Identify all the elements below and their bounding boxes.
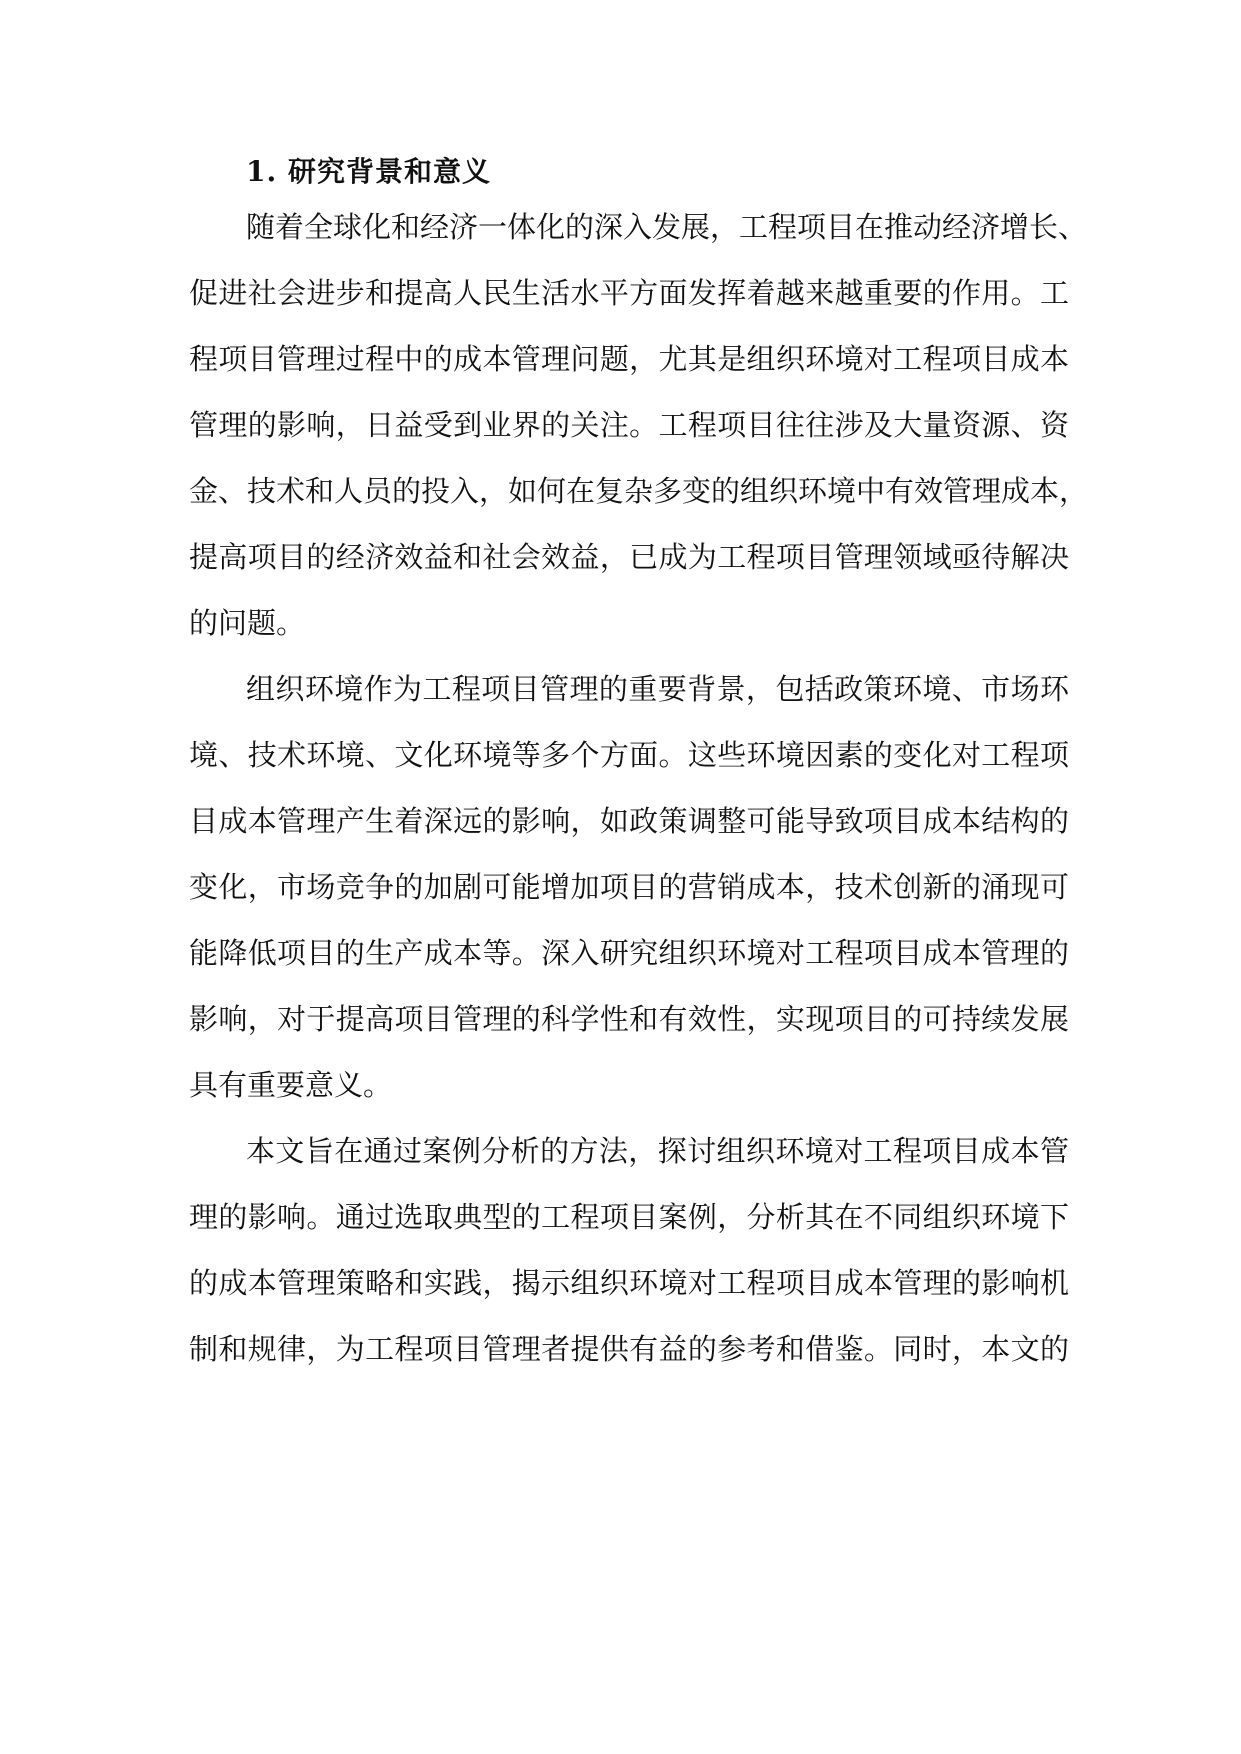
paragraph-2-line-7: 具有重要意义。 bbox=[189, 1068, 393, 1102]
paragraph-3-line-3: 的成本管理策略和实践，揭示组织环境对工程项目成本管理的影响机 bbox=[189, 1266, 1069, 1300]
paragraph-2-line-2: 境、技术环境、文化环境等多个方面。这些环境因素的变化对工程项 bbox=[189, 738, 1069, 772]
paragraph-2-line-3: 目成本管理产生着深远的影响，如政策调整可能导致项目成本结构的 bbox=[189, 804, 1069, 838]
paragraph-1-line-1: 随着全球化和经济一体化的深入发展，工程项目在推动经济增长、 bbox=[246, 210, 1088, 244]
paragraph-3-line-2: 理的影响。通过选取典型的工程项目案例，分析其在不同组织环境下 bbox=[189, 1200, 1069, 1234]
paragraph-1-line-5: 金、技术和人员的投入，如何在复杂多变的组织环境中有效管理成本， bbox=[189, 474, 1089, 508]
paragraph-2-line-1: 组织环境作为工程项目管理的重要背景，包括政策环境、市场环 bbox=[246, 672, 1069, 706]
paragraph-2-line-6: 影响，对于提高项目管理的科学性和有效性，实现项目的可持续发展 bbox=[189, 1002, 1069, 1036]
paragraph-1-line-3: 程项目管理过程中的成本管理问题，尤其是组织环境对工程项目成本 bbox=[189, 342, 1069, 376]
paragraph-3-line-4: 制和规律，为工程项目管理者提供有益的参考和借鉴。同时，本文的 bbox=[189, 1332, 1069, 1366]
paragraph-1-line-2: 促进社会进步和提高人民生活水平方面发挥着越来越重要的作用。工 bbox=[189, 276, 1069, 310]
paragraph-1-line-6: 提高项目的经济效益和社会效益，已成为工程项目管理领域亟待解决 bbox=[189, 540, 1069, 574]
paragraph-2-line-5: 能降低项目的生产成本等。深入研究组织环境对工程项目成本管理的 bbox=[189, 936, 1069, 970]
paragraph-1-line-4: 管理的影响，日益受到业界的关注。工程项目往往涉及大量资源、资 bbox=[189, 408, 1069, 442]
paragraph-1-line-7: 的问题。 bbox=[189, 606, 306, 640]
paragraph-2-line-4: 变化，市场竞争的加剧可能增加项目的营销成本，技术创新的涌现可 bbox=[189, 870, 1069, 904]
paragraph-3-line-1: 本文旨在通过案例分析的方法，探讨组织环境对工程项目成本管 bbox=[246, 1134, 1069, 1168]
section-heading: 1. 研究背景和意义 bbox=[246, 155, 491, 188]
